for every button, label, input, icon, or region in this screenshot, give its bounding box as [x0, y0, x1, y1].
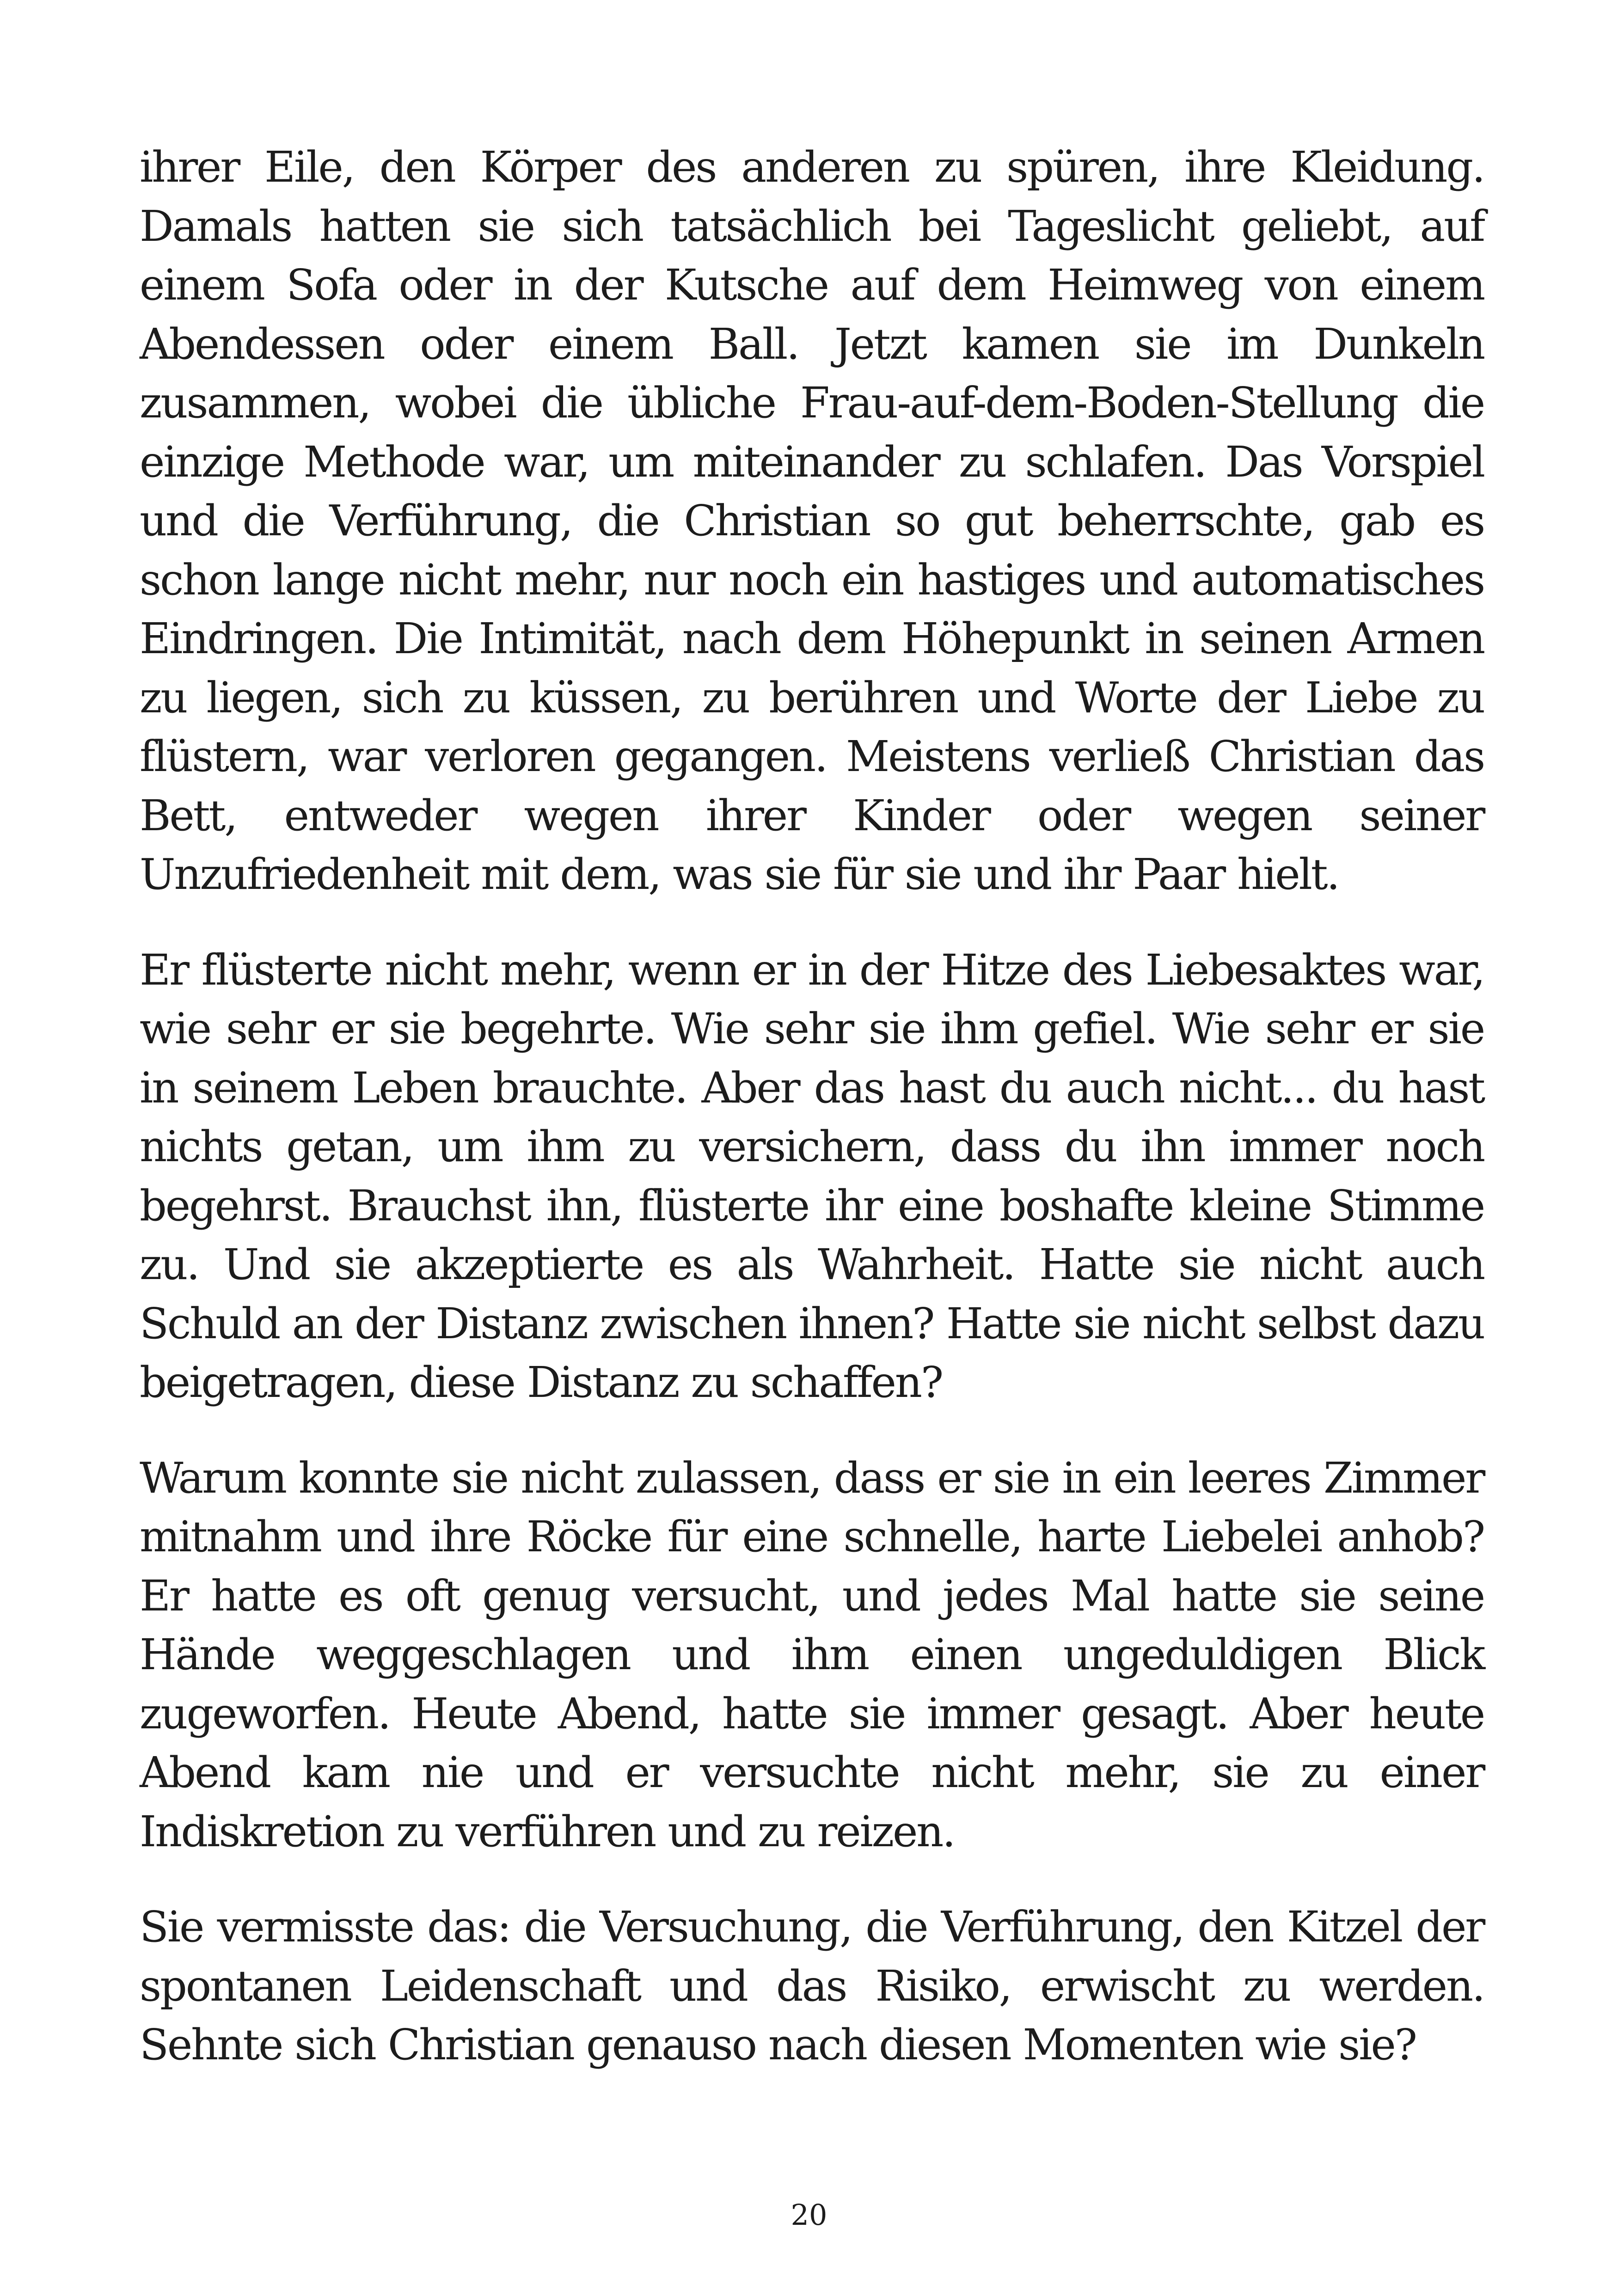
paragraph-4: Sie vermisste das: die Versuchung, die Verführung, den Kitzel der spontanen Leidenschaft und das Risiko, erwischt zu werden. Sehnte sich Christian genauso nach diesen Momenten wie sie? [140, 1902, 1484, 2069]
paragraph-1: ihrer Eile, den Körper des anderen zu spüren, ihre Kleidung. Damals hatten sie sich tatsächlich bei Tageslicht geliebt, auf einem Sofa oder in der Kutsche auf dem Heimweg von einem Abendessen oder einem Ball. Jetzt kamen sie im Dunkeln zusammen, wobei die übliche Frau-auf-dem-Boden-Stellung die einzige Methode war, um miteinander zu schlafen. Das Vorspiel und die Verführung, die Christian so gut beherrschte, gab es schon lange nicht mehr, nur noch ein hastiges und automatisches Eindringen. Die Intimität, nach dem Höhepunkt in seinen Armen zu liegen, sich zu küssen, zu berühren und Worte der Liebe zu flüstern, war verloren gegangen. Meistens verließ Christian das Bett, entweder wegen ihrer Kinder oder wegen seiner Unzufriedenheit mit dem, was sie für sie und ihr Paar hielt. [140, 142, 1484, 899]
page-number: 20 [791, 2198, 827, 2232]
paragraph-3: Warum konnte sie nicht zulassen, dass er sie in ein leeres Zimmer mitnahm und ihre Röcke für eine schnelle, harte Liebelei anhob? Er hatte es oft genug versucht, und jedes Mal hatte sie seine Hände weggeschlagen und ihm einen ungeduldigen Blick zugeworfen. Heute Abend, hatte sie immer gesagt. Aber heute Abend kam nie und er versuchte nicht mehr, sie zu einer Indiskretion zu verführen und zu reizen. [140, 1453, 1484, 1856]
paragraph-2: Er flüsterte nicht mehr, wenn er in der Hitze des Liebesaktes war, wie sehr er sie begehrte. Wie sehr sie ihm gefiel. Wie sehr er sie in seinem Leben brauchte. Aber das hast du auch nicht... du hast nichts getan, um ihm zu versichern, dass du ihn immer noch begehrst. Brauchst ihn, flüsterte ihr eine boshafte kleine Stimme zu. Und sie akzeptierte es als Wahrheit. Hatte sie nicht auch Schuld an der Distanz zwischen ihnen? Hatte sie nicht selbst dazu beigetragen, diese Distanz zu schaffen? [140, 945, 1484, 1407]
body-text [140, 138, 1484, 2075]
